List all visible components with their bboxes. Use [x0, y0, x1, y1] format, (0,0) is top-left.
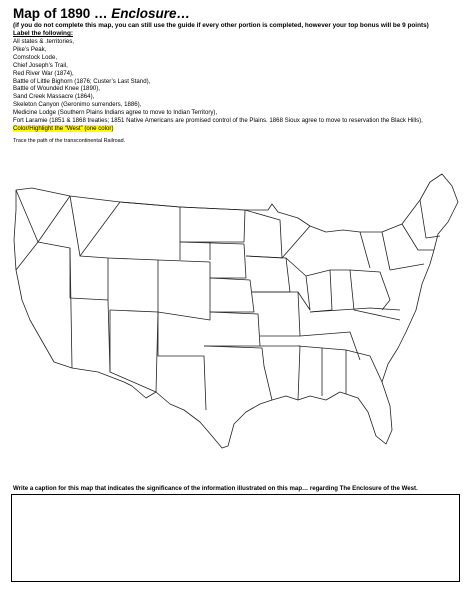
label-list	[13, 38, 423, 133]
list-item: Red River War (1874),	[13, 69, 74, 77]
list-item: Skeleton Canyon (Geronimo surrenders, 1886),	[13, 101, 142, 109]
list-item: All states & .territories,	[13, 38, 74, 45]
trace-railroad-note: Trace the path of the transcontinental Railroad.	[13, 138, 126, 144]
us-outline	[14, 174, 458, 448]
us-outline-map	[10, 160, 465, 460]
title-emphasis: Enclosure…	[111, 6, 191, 21]
list-item: Fort Laramie (1851 & 1868 treaties; 1851 Native Americans are promised control of the Plains. 1868 Sioux agree to move to reservation the Black Hills),	[13, 117, 423, 125]
caption-answer-box[interactable]	[11, 494, 460, 582]
list-item: Battle of Wounded Knee (1890),	[13, 85, 100, 93]
title-main: Map of 1890 …	[13, 6, 108, 21]
list-item: Battle of Little Bighorn (1876; Custer’s Last Stand),	[13, 77, 151, 85]
list-item: Comstock Lode,	[13, 53, 58, 61]
list-item: Sand Creek Massacre (1864),	[13, 93, 95, 101]
caption-prompt: Write a caption for this map that indicates the significance of the information illustrated on this map… regarding The Enclosure of the West.	[13, 485, 418, 492]
bonus-note: (if you do not complete this map, you can still use the guide if every other portion is completed, however your top bonus will be 9 points)	[13, 22, 429, 29]
list-item-highlighted: Color/Highlight the “West” (one color)	[13, 124, 114, 132]
list-item: Pike’s Peak,	[13, 45, 47, 53]
list-item: Medicine Lodge (Southern Plains Indians agree to move to Indian Territory),	[13, 109, 218, 117]
page-title	[13, 6, 190, 21]
list-item: Chief Joseph’s Trail,	[13, 61, 68, 69]
label-heading: Label the following:	[13, 30, 73, 37]
